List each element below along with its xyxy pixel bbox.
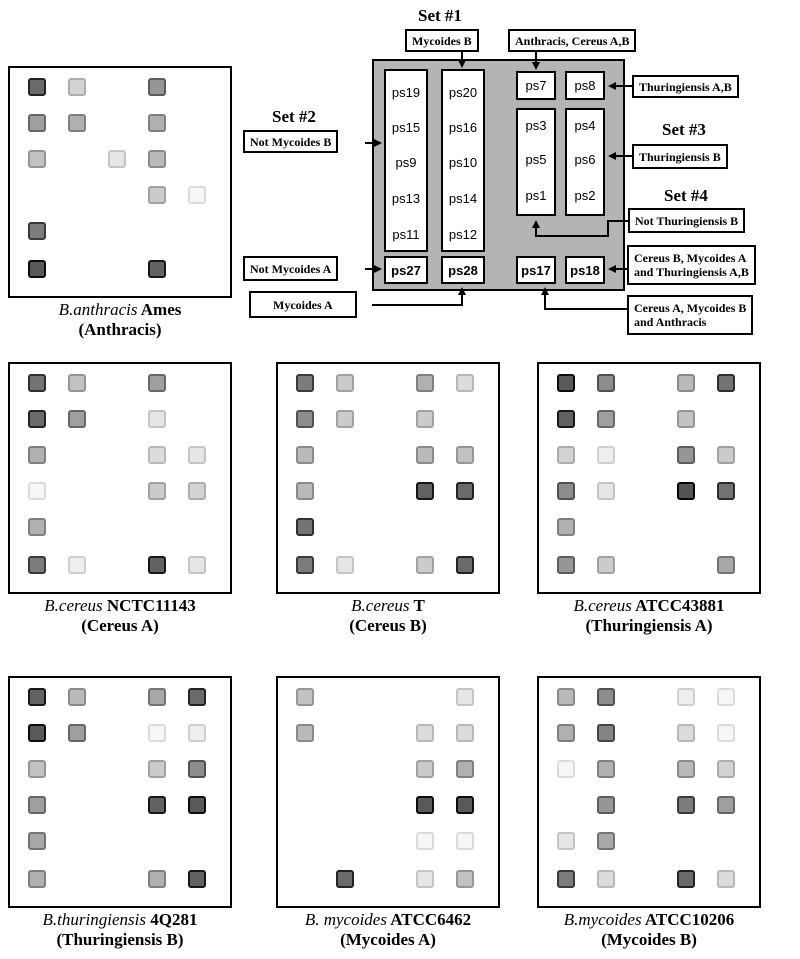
probe-ps18: ps18	[565, 256, 605, 284]
label-not-thuringiensis-b: Not Thuringiensis B	[628, 208, 745, 233]
probe-ps4: ps4	[574, 118, 596, 133]
probe-ps9: ps9	[395, 155, 417, 170]
probe-ps11: ps11	[392, 227, 420, 242]
caption-mycoides-atcc6462: B. mycoides ATCC6462 (Mycoides A)	[304, 910, 472, 949]
label-not-mycoides-a: Not Mycoides A	[243, 256, 338, 281]
label-thuringiensis-b: Thuringiensis B	[632, 144, 728, 169]
caption-thuringiensis-4q281: B.thuringiensis 4Q281 (Thuringiensis B)	[42, 910, 198, 949]
label-anthracis-cereus-ab: Anthracis, Cereus A,B	[508, 29, 636, 52]
probe-ps10: ps10	[448, 155, 478, 170]
probe-ps17: ps17	[516, 256, 556, 284]
label-line: and Thuringiensis A,B	[634, 265, 749, 279]
probe-ps27: ps27	[384, 256, 428, 284]
caption-cereus-t: B.cereus T (Cereus B)	[349, 596, 427, 635]
probe-ps5: ps5	[525, 152, 547, 167]
label-line: Cereus A, Mycoides B	[634, 301, 747, 315]
caption-cereus-nctc11143: B.cereus NCTC11143 (Cereus A)	[44, 596, 196, 635]
label-thuringiensis-ab: Thuringiensis A,B	[632, 75, 739, 98]
probe-ps8: ps8	[574, 78, 596, 93]
set4-title: Set #4	[664, 186, 708, 205]
probe-ps16: ps16	[448, 120, 478, 135]
probe-ps12: ps12	[448, 227, 478, 242]
probe-ps13: ps13	[391, 191, 421, 206]
probe-ps1: ps1	[525, 188, 547, 203]
set2-title: Set #2	[272, 107, 316, 126]
probe-ps19: ps19	[391, 85, 421, 100]
label-line: and Anthracis	[634, 315, 707, 329]
probe-ps20: ps20	[448, 85, 478, 100]
label-mycoides-a: Mycoides A	[249, 291, 357, 318]
probe-ps3: ps3	[525, 118, 547, 133]
probe-ps6: ps6	[574, 152, 596, 167]
probe-ps2: ps2	[574, 188, 596, 203]
probe-ps28: ps28	[441, 256, 485, 284]
probe-ps15: ps15	[391, 120, 421, 135]
set1-title: Set #1	[418, 6, 462, 25]
probe-ps14: ps14	[448, 191, 478, 206]
probe-ps7: ps7	[525, 78, 547, 93]
caption-mycoides-atcc10206: B.mycoides ATCC10206 (Mycoides B)	[563, 910, 735, 949]
label-mycoides-b: Mycoides B	[405, 29, 479, 52]
set3-title: Set #3	[662, 120, 706, 139]
caption-cereus-atcc43881: B.cereus ATCC43881 (Thuringiensis A)	[573, 596, 725, 635]
label-not-mycoides-b: Not Mycoides B	[243, 130, 338, 153]
label-line: Cereus B, Mycoides A	[634, 251, 747, 265]
caption-anthracis: B.anthracis Ames (Anthracis)	[58, 300, 182, 339]
